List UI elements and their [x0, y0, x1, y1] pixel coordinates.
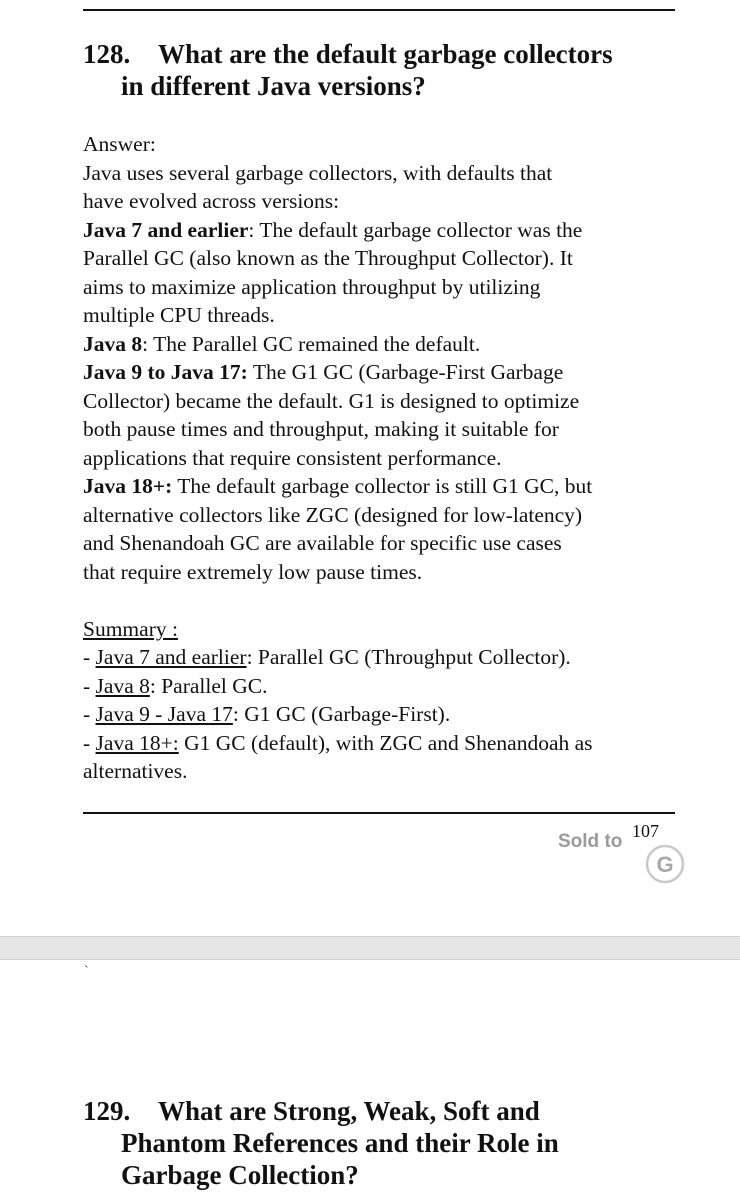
question-line-1: What are the default garbage collectors: [158, 39, 613, 69]
question-number: 129.: [83, 1096, 131, 1126]
version-label: Java 7 and earlier: [83, 217, 249, 242]
summary-label: Summary :: [83, 616, 178, 641]
version-label: Java 8: [83, 331, 143, 356]
summary-item: - Java 9 - Java 17: G1 GC (Garbage-First).: [83, 702, 451, 726]
version-java9-17: Java 9 to Java 17: The G1 GC (Garbage-First Garbage: [83, 360, 564, 384]
summary-tail: alternatives.: [83, 759, 188, 783]
version-label: Java 18+:: [83, 474, 173, 498]
question-129-heading: [83, 1095, 683, 1191]
intro-line-1: Java uses several garbage collectors, with defaults that: [83, 160, 553, 185]
version-java8: Java 8: The Parallel GC remained the default.: [83, 331, 481, 356]
version-java7-line: multiple CPU threads.: [83, 303, 275, 327]
version-java18-line: and Shenandoah GC are available for specific use cases: [83, 531, 562, 555]
question-line-2: Phantom References and their Role in: [121, 1128, 559, 1158]
page-number: 107: [632, 821, 659, 841]
version-java9-17-line: both pause times and throughput, making it suitable for: [83, 417, 559, 441]
version-java7-line: aims to maximize application throughput by utilizing: [83, 274, 541, 299]
summary-item: - Java 18+: G1 GC (default), with ZGC and Shenandoah as: [83, 730, 593, 755]
version-java9-17-line: applications that require consistent performance.: [83, 445, 502, 470]
summary-item: - Java 7 and earlier: Parallel GC (Throughput Collector).: [83, 645, 571, 669]
answer-body: [83, 130, 683, 786]
paragraph-gap: [83, 586, 683, 615]
summary-item: - Java 8: Parallel GC.: [83, 673, 268, 698]
version-java7-line: Parallel GC (also known as the Throughput Collector). It: [83, 246, 573, 270]
sold-to-watermark: Sold to: [558, 831, 623, 852]
document-page-2: [0, 960, 740, 1200]
version-java18-line: alternative collectors like ZGC (designed for low-latency): [83, 502, 583, 527]
stray-mark: `: [84, 964, 89, 979]
version-java9-17-line: Collector) became the default. G1 is designed to optimize: [83, 388, 580, 413]
version-java18-line: that require extremely low pause times.: [83, 559, 423, 584]
question-number: 128.: [83, 39, 131, 69]
g-logo-icon: [644, 843, 686, 885]
version-label: Java 9 to Java 17:: [83, 360, 248, 384]
answer-label: Answer:: [83, 132, 156, 156]
svg-text:G: G: [656, 852, 674, 877]
version-java7: Java 7 and earlier: The default garbage collector was the: [83, 217, 583, 242]
question-128-heading: [83, 38, 683, 102]
question-line-1: What are Strong, Weak, Soft and: [158, 1096, 540, 1126]
top-rule: [83, 9, 675, 11]
question-line-2: in different Java versions?: [121, 71, 426, 101]
bottom-rule: [83, 812, 675, 814]
version-java18: Java 18+: The default garbage collector is still G1 GC, but: [83, 474, 593, 498]
question-line-3: Garbage Collection?: [121, 1160, 359, 1190]
intro-line-2: have evolved across versions:: [83, 189, 340, 213]
page-separator: [0, 936, 740, 960]
